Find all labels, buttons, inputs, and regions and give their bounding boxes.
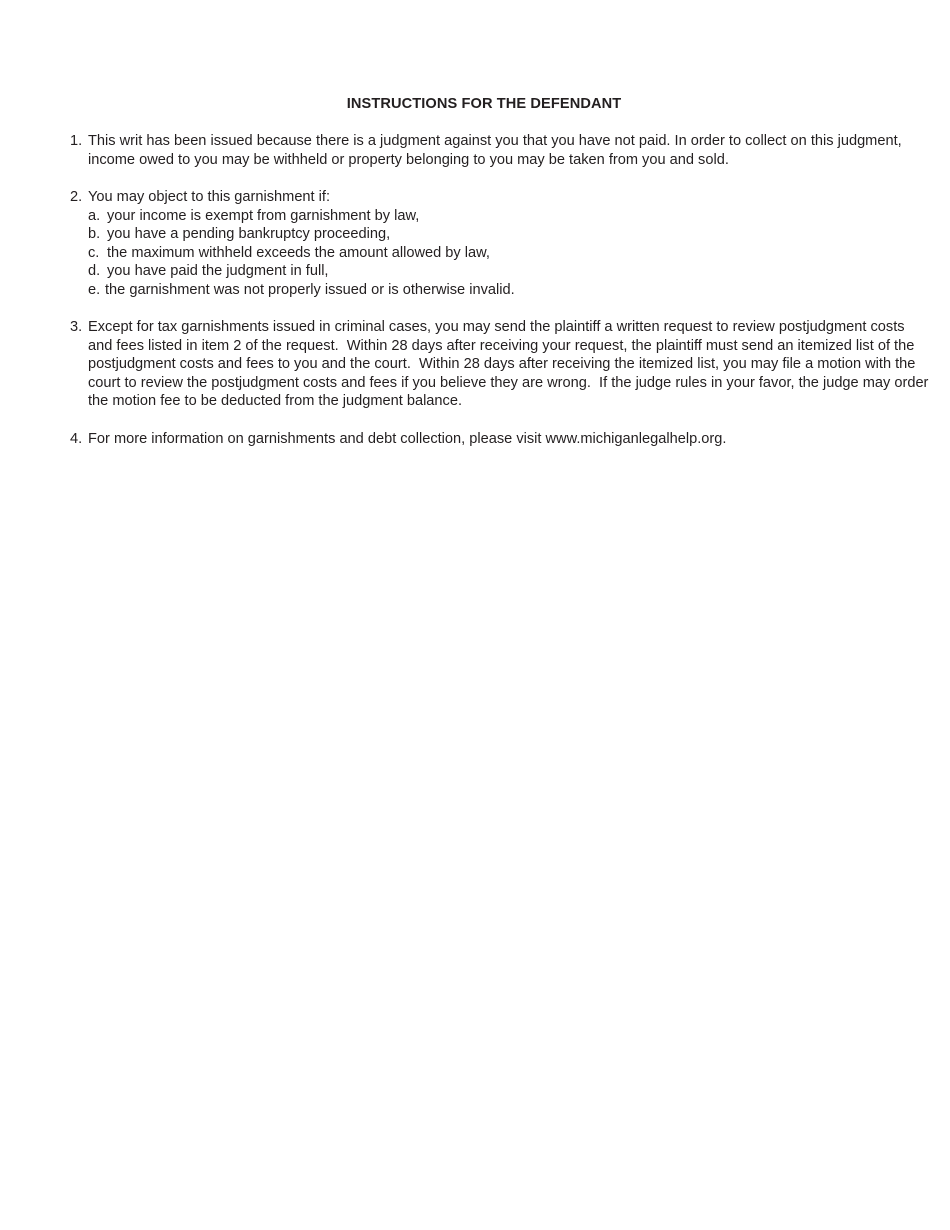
item-number: 1. xyxy=(70,133,83,149)
instruction-item-2 xyxy=(70,188,930,300)
item-text: You may object to this garnishment if: xyxy=(88,189,331,205)
subitem-c xyxy=(88,244,930,263)
instruction-item-3 xyxy=(70,318,933,411)
item-number: 4. xyxy=(70,431,83,447)
subitem-letter: b. xyxy=(88,226,101,243)
item-text: This writ has been issued because there is a judgment against you that you have not paid. In order to collect on this judgment, income owed to you may be withheld or property belonging to you may be taken from you and sold. xyxy=(88,133,902,168)
item-body xyxy=(88,188,930,300)
subitem-letter: a. xyxy=(88,207,101,224)
subitem-e xyxy=(88,281,930,300)
subitem-text: the maximum withheld exceeds the amount allowed by law, xyxy=(107,244,490,261)
item-number: 3. xyxy=(70,319,83,335)
instruction-item-1 xyxy=(70,132,930,169)
subitem-d xyxy=(88,262,930,281)
subitem-text: the garnishment was not properly issued or is otherwise invalid. xyxy=(105,281,515,298)
subitem-text: you have a pending bankruptcy proceeding, xyxy=(107,226,391,243)
subitem-a xyxy=(88,207,930,226)
subitem-letter: c. xyxy=(88,244,100,261)
instruction-item-4 xyxy=(70,430,930,449)
item-text: For more information on garnishments and debt collection, please visit www.michiganlegalhelp.org. xyxy=(88,431,727,447)
subitem-letter: d. xyxy=(88,263,101,280)
subitem-text: your income is exempt from garnishment by law, xyxy=(107,207,420,224)
item-number: 2. xyxy=(70,189,83,205)
subitem-b xyxy=(88,225,930,244)
subitem-letter: e. xyxy=(88,281,101,298)
subitem-text: you have paid the judgment in full, xyxy=(107,263,329,280)
document-title: INSTRUCTIONS FOR THE DEFENDANT xyxy=(346,96,622,112)
item-text: Except for tax garnishments issued in criminal cases, you may send the plaintiff a written request to review postjudgment costs and fees listed in item 2 of the request. Within 28 days after receiving your request, the plaintiff must send an itemized list of the postjudgment costs and fees to you and the court. Within 28 days after receiving the itemized list, you may file a motion with the court to review the postjudgment costs and fees if you believe they are wrong. If the judge rules in your favor, the judge may order the motion fee to be deducted from the judgment balance. xyxy=(88,319,933,410)
